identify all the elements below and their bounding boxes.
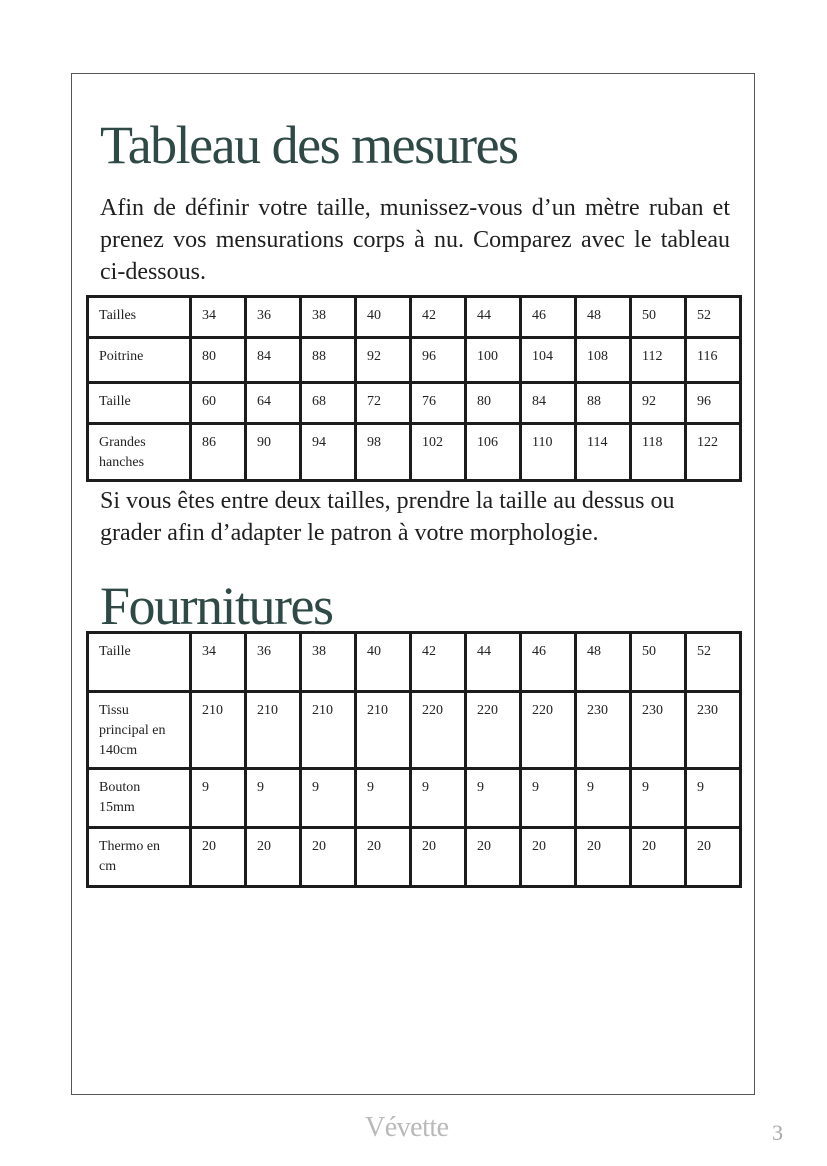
table-cell: 98	[356, 424, 411, 481]
table-cell: 84	[521, 383, 576, 424]
table-cell: 20	[466, 828, 521, 887]
table-cell: 52	[686, 297, 741, 338]
table-cell: 44	[466, 297, 521, 338]
table-cell: 92	[356, 338, 411, 383]
table-cell: 76	[411, 383, 466, 424]
table-row	[88, 828, 741, 887]
table-cell: 94	[301, 424, 356, 481]
table-cell: 88	[301, 338, 356, 383]
table-cell: 92	[631, 383, 686, 424]
table-row	[88, 692, 741, 769]
table-cell: 220	[411, 692, 466, 769]
table-cell: 40	[356, 297, 411, 338]
table-cell: 210	[356, 692, 411, 769]
table-cell: 36	[246, 297, 301, 338]
table-cell: 60	[191, 383, 246, 424]
table-cell: 20	[411, 828, 466, 887]
table-cell: 9	[686, 769, 741, 828]
table-cell: 42	[411, 633, 466, 692]
table-cell: 86	[191, 424, 246, 481]
table-cell: 20	[356, 828, 411, 887]
table-cell: 230	[686, 692, 741, 769]
table-cell: 72	[356, 383, 411, 424]
table-cell: 34	[191, 633, 246, 692]
table-cell: 230	[631, 692, 686, 769]
table-cell: 122	[686, 424, 741, 481]
table-cell: 210	[301, 692, 356, 769]
row-label: Tissu principal en 140cm	[88, 692, 191, 769]
table-cell: 38	[301, 297, 356, 338]
table-cell: 46	[521, 297, 576, 338]
table-cell: 102	[411, 424, 466, 481]
table-row	[88, 297, 741, 338]
table-cell: 9	[301, 769, 356, 828]
table-cell: 110	[521, 424, 576, 481]
table-cell: 80	[466, 383, 521, 424]
table-cell: 20	[686, 828, 741, 887]
table-cell: 9	[576, 769, 631, 828]
table-cell: 114	[576, 424, 631, 481]
measurements-title: Tableau des mesures	[100, 115, 518, 175]
table-cell: 96	[411, 338, 466, 383]
table-cell: 84	[246, 338, 301, 383]
row-label: Grandes hanches	[88, 424, 191, 481]
table-cell: 50	[631, 633, 686, 692]
table-cell: 34	[191, 297, 246, 338]
table-cell: 38	[301, 633, 356, 692]
table-cell: 9	[246, 769, 301, 828]
table-cell: 9	[631, 769, 686, 828]
measurements-intro: Afin de définir votre taille, munissez-vous d’un mètre ruban et prenez vos mensurations corps à nu. Comparez avec le tableau ci-dessous.	[100, 195, 730, 285]
row-label: Bouton 15mm	[88, 769, 191, 828]
table-row	[88, 769, 741, 828]
table-cell: 44	[466, 633, 521, 692]
table-cell: 64	[246, 383, 301, 424]
table-row	[88, 338, 741, 383]
table-cell: 20	[521, 828, 576, 887]
size-note: Si vous êtes entre deux tailles, prendre la taille au dessus ou grader afin d’adapter le patron à votre morphologie.	[100, 488, 675, 546]
table-cell: 20	[301, 828, 356, 887]
table-cell: 46	[521, 633, 576, 692]
table-cell: 116	[686, 338, 741, 383]
table-cell: 50	[631, 297, 686, 338]
table-cell: 36	[246, 633, 301, 692]
table-cell: 104	[521, 338, 576, 383]
table-cell: 9	[466, 769, 521, 828]
table-cell: 9	[411, 769, 466, 828]
table-cell: 220	[521, 692, 576, 769]
table-cell: 100	[466, 338, 521, 383]
table-cell: 230	[576, 692, 631, 769]
table-cell: 108	[576, 338, 631, 383]
table-cell: 80	[191, 338, 246, 383]
table-cell: 20	[246, 828, 301, 887]
table-row	[88, 383, 741, 424]
row-label: Taille	[88, 633, 191, 692]
table-cell: 90	[246, 424, 301, 481]
table-cell: 112	[631, 338, 686, 383]
table-cell: 20	[191, 828, 246, 887]
table-cell: 106	[466, 424, 521, 481]
table-cell: 9	[356, 769, 411, 828]
supplies-title: Fournitures	[100, 576, 333, 636]
table-cell: 9	[191, 769, 246, 828]
table-cell: 118	[631, 424, 686, 481]
measurements-table	[86, 295, 742, 482]
table-cell: 210	[191, 692, 246, 769]
table-cell: 20	[631, 828, 686, 887]
row-label: Tailles	[88, 297, 191, 338]
table-cell: 68	[301, 383, 356, 424]
brand-logo: Vévette	[365, 1112, 449, 1143]
supplies-table	[86, 631, 742, 888]
table-row	[88, 424, 741, 481]
table-cell: 220	[466, 692, 521, 769]
row-label: Thermo en cm	[88, 828, 191, 887]
page-number: 3	[772, 1120, 783, 1145]
table-cell: 48	[576, 633, 631, 692]
row-label: Poitrine	[88, 338, 191, 383]
row-label: Taille	[88, 383, 191, 424]
table-cell: 88	[576, 383, 631, 424]
table-cell: 210	[246, 692, 301, 769]
table-cell: 9	[521, 769, 576, 828]
table-cell: 48	[576, 297, 631, 338]
table-row	[88, 633, 741, 692]
table-cell: 52	[686, 633, 741, 692]
table-cell: 42	[411, 297, 466, 338]
table-cell: 96	[686, 383, 741, 424]
table-cell: 20	[576, 828, 631, 887]
table-cell: 40	[356, 633, 411, 692]
